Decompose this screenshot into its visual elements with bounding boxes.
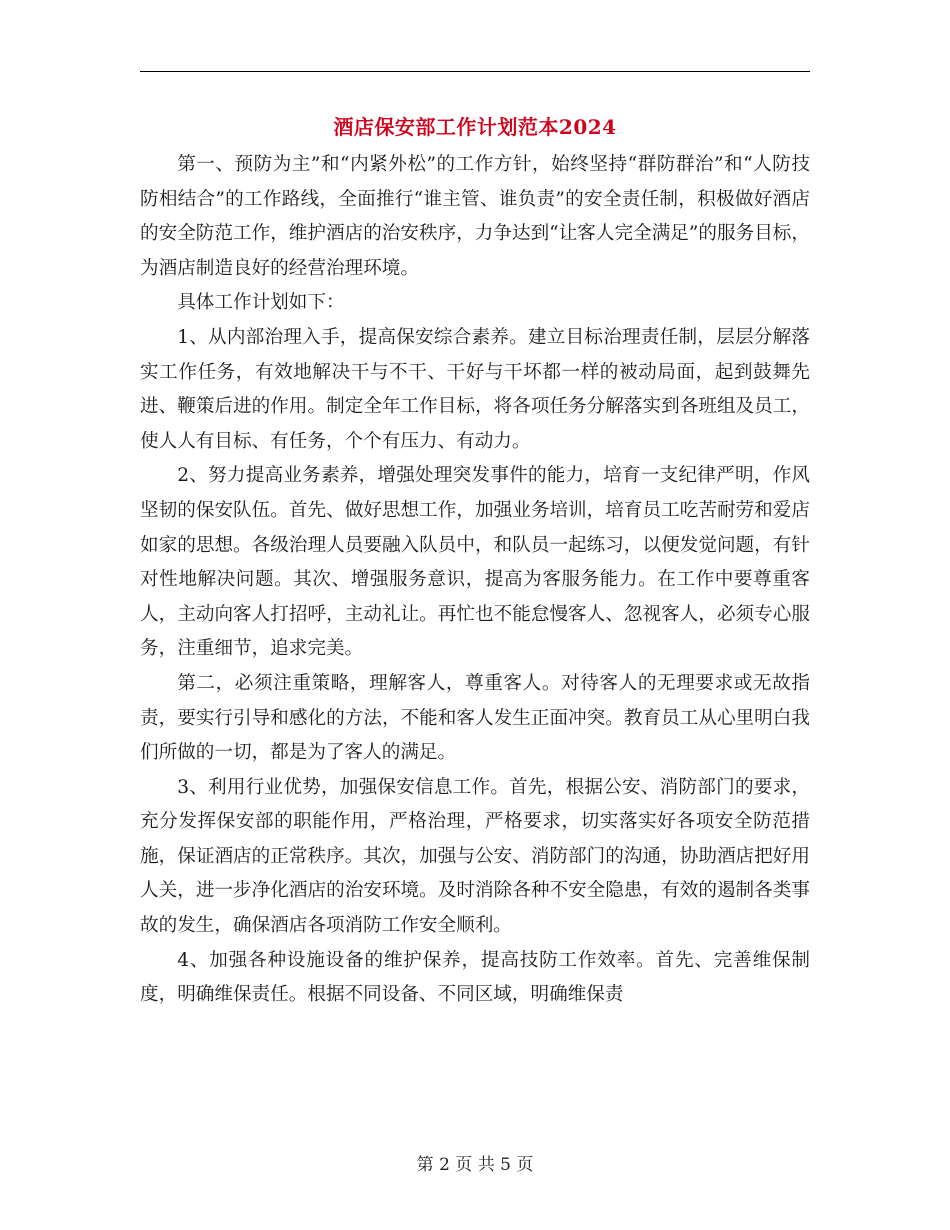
document-body xyxy=(140,148,810,1013)
paragraph-item-4: 4、加强各种设施设备的维护保养，提高技防工作效率。首先、完善维保制度，明确维保责任。根据不同设备、不同区域，明确维保责 xyxy=(140,949,810,1006)
page-number: 第 2 页 共 5 页 xyxy=(416,1155,534,1175)
paragraph-item-1: 1、从内部治理入手，提高保安综合素养。建立目标治理责任制，层层分解落实工作任务，有效地解决干与不干、干好与干坏都一样的被动局面，起到鼓舞先进、鞭策后进的作用。制定全年工作目标，将各项任务分解落实到各班组及员工，使人人有目标、有任务，个个有压力、有动力。 xyxy=(140,326,810,452)
header-rule xyxy=(140,71,810,72)
paragraph-plan-intro: 具体工作计划如下： xyxy=(177,292,345,314)
document-title: 酒店保安部工作计划范本2024 xyxy=(333,115,617,139)
paragraph-item-2: 2、努力提高业务素养，增强处理突发事件的能力，培育一支纪律严明，作风坚韧的保安队伍。首先、做好思想工作，加强业务培训，培育员工吃苦耐劳和爱店如家的思想。各级治理人员要融入队员中，和队员一起练习，以便发觉问题，有针对性地解决问题。其次、增强服务意识，提高为客服务能力。在工作中要尊重客人，主动向客人打招呼，主动礼让。再忙也不能怠慢客人、忽视客人，必须专心服务，注重细节，追求完美。 xyxy=(140,465,810,660)
paragraph-strategy: 第二，必须注重策略，理解客人，尊重客人。对待客人的无理要求或无故指责，要实行引导和感化的方法，不能和客人发生正面冲突。教育员工从心里明白我们所做的一切，都是为了客人的满足。 xyxy=(140,672,810,764)
paragraph-item-3: 3、利用行业优势，加强保安信息工作。首先，根据公安、消防部门的要求，充分发挥保安部的职能作用，严格治理，严格要求，切实落实好各项安全防范措施，保证酒店的正常秩序。其次，加强与公安、消防部门的沟通，协助酒店把好用人关，进一步净化酒店的治安环境。及时消除各种不安全隐患，有效的遏制各类事故的发生，确保酒店各项消防工作安全顺利。 xyxy=(140,776,810,937)
paragraph-policy: 第一、预防为主”和“内紧外松”的工作方针，始终坚持“群防群治”和“人防技防相结合”的工作路线，全面推行“谁主管、谁负责”的安全责任制，积极做好酒店的安全防范工作，维护酒店的治安秩序，力争达到“让客人完全满足”的服务目标，为酒店制造良好的经营治理环境。 xyxy=(140,154,810,279)
